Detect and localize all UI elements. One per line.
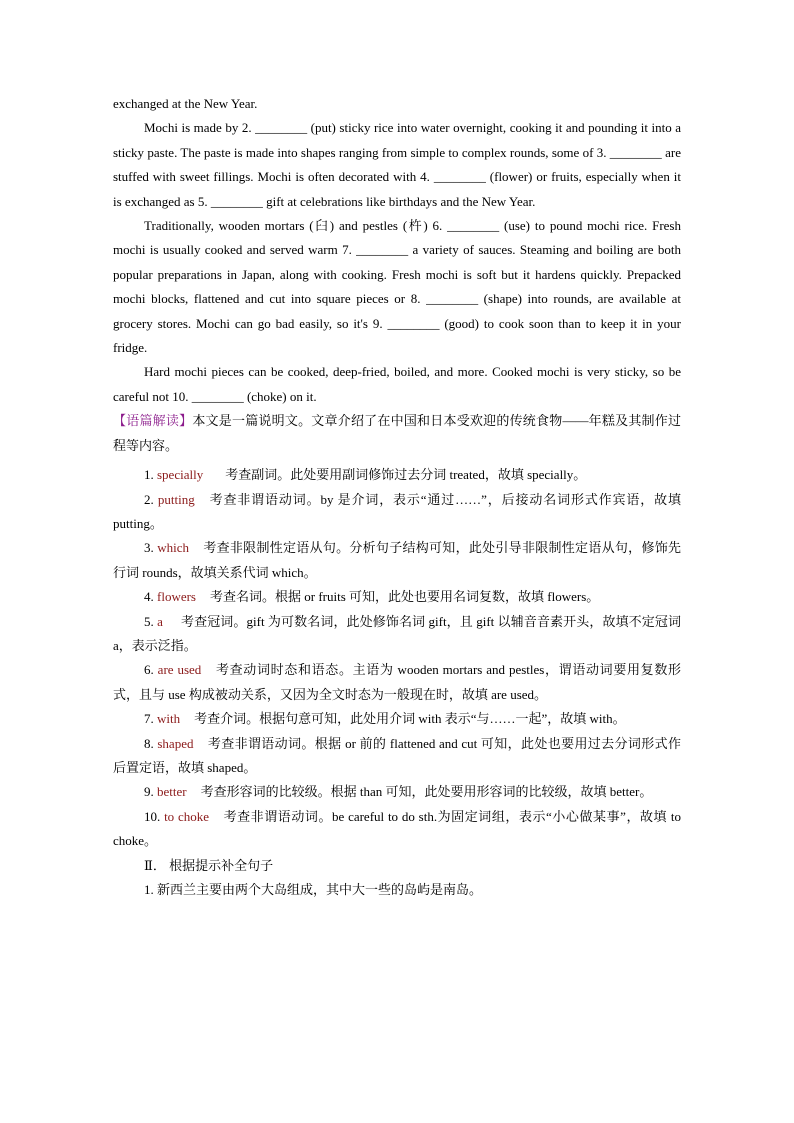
answer-list <box>113 463 681 854</box>
answer-item <box>113 488 681 537</box>
answer-number: 9. <box>144 784 154 800</box>
answer-explanation: 考查动词时态和语态。主语为 wooden mortars and pestles，谓语动词要用复数形式，且与 use 构成被动关系，又因为全文时态为一般现在时，故填 are used。 <box>113 662 681 702</box>
answer-number: 6. <box>144 662 154 678</box>
section-2-title: Ⅱ． 根据提示补全句子 <box>144 857 274 873</box>
answer-word: which <box>157 540 190 556</box>
answer-number: 2. <box>144 491 154 507</box>
answer-item <box>113 805 681 854</box>
answer-item <box>113 536 681 585</box>
answer-item <box>113 780 681 804</box>
section-2-item-1: 1. 新西兰主要由两个大岛组成，其中大一些的岛屿是南岛。 <box>144 882 483 897</box>
analysis-text: 本文是一篇说明文。文章介绍了在中国和日本受欢迎的传统食物——年糕及其制作过程等内容。 <box>113 413 681 453</box>
answer-number: 8. <box>144 735 154 751</box>
answer-item <box>113 732 681 781</box>
answer-explanation: 考查非谓语动词。be careful to do sth.为固定词组，表示“小心做某事”，故填 to choke。 <box>113 808 682 849</box>
answer-explanation: 考查冠词。gift 为可数名词，此处修饰名词 gift，且 gift 以辅音音素开头，故填不定冠词 a，表示泛指。 <box>113 613 681 653</box>
answer-word: a <box>157 613 163 629</box>
page-content <box>113 92 681 902</box>
answer-word: specially <box>157 467 204 483</box>
answer-number: 1. <box>144 467 154 483</box>
passage-paragraph-1: Mochi is made by 2. ________ (put) sticky rice into water overnight, cooking it and pounding it into a sticky paste. The paste is made into shapes ranging from simple to complex rounds, some of 3. ________ are stuffed with sweet fillings. Mochi is often decorated with 4. ________ (flower) or fruits, especially when it is exchanged as 5. ________ gift at celebrations like birthdays and the New Year. <box>113 120 681 209</box>
answer-item <box>113 610 681 659</box>
answer-explanation: 考查非谓语动词。by 是介词，表示“通过……”，后接动名词形式作宾语，故填 putting。 <box>113 491 682 531</box>
answer-word: better <box>157 784 187 800</box>
passage-line-0: exchanged at the New Year. <box>113 96 258 111</box>
answer-number: 4. <box>144 589 154 605</box>
passage-paragraph-3: Hard mochi pieces can be cooked, deep-fried, boiled, and more. Cooked mochi is very sticky, so be careful not 10. ________ (choke) on it. <box>113 364 681 404</box>
answer-item <box>113 585 681 609</box>
answer-word: shaped <box>157 735 194 751</box>
answer-word: are used <box>157 662 202 678</box>
answer-item <box>113 707 681 731</box>
answer-number: 5. <box>144 613 154 629</box>
answer-explanation: 考查非谓语动词。根据 or 前的 flattened and cut 可知，此处也要用过去分词形式作后置定语，故填 shaped。 <box>113 735 681 775</box>
answer-explanation: 考查形容词的比较级。根据 than 可知，此处要用形容词的比较级，故填 better。 <box>200 784 653 800</box>
answer-word: to choke <box>164 808 210 824</box>
answer-number: 10. <box>144 808 161 824</box>
answer-explanation: 考查副词。此处要用副词修饰过去分词 treated，故填 specially。 <box>225 467 587 483</box>
answer-word: putting <box>157 491 195 507</box>
answer-explanation: 考查非限制性定语从句。分析句子结构可知，此处引导非限制性定语从句，修饰先行词 rounds，故填关系代词 which。 <box>113 540 681 580</box>
answer-item <box>113 658 681 707</box>
answer-explanation: 考查名词。根据 or fruits 可知，此处也要用名词复数，故填 flowers。 <box>210 589 600 605</box>
answer-word: flowers <box>157 589 196 605</box>
answer-number: 3. <box>144 540 154 556</box>
answer-number: 7. <box>144 711 154 727</box>
discourse-analysis <box>113 409 681 458</box>
passage-paragraph-2: Traditionally, wooden mortars (臼) and pestles (杵) 6. ________ (use) to pound mochi rice. Fresh mochi is usually cooked and served warm 7. ________ a variety of sauces. Steaming and boiling are both popular preparations in Japan, along with cooking. Fresh mochi is soft but it hardens quickly. Prepacked mochi blocks, flattened and cut into square pieces or 8. ________ (shape) into rounds, are available at grocery stores. Mochi can go bad easily, so it's 9. ________ (good) to cook soon than to keep it in your fridge. <box>113 218 681 356</box>
analysis-label: 【语篇解读】 <box>113 413 193 429</box>
answer-item <box>113 463 681 487</box>
answer-word: with <box>157 711 181 727</box>
answer-explanation: 考查介词。根据句意可知，此处用介词 with 表示“与……一起”，故填 with。 <box>194 711 626 727</box>
